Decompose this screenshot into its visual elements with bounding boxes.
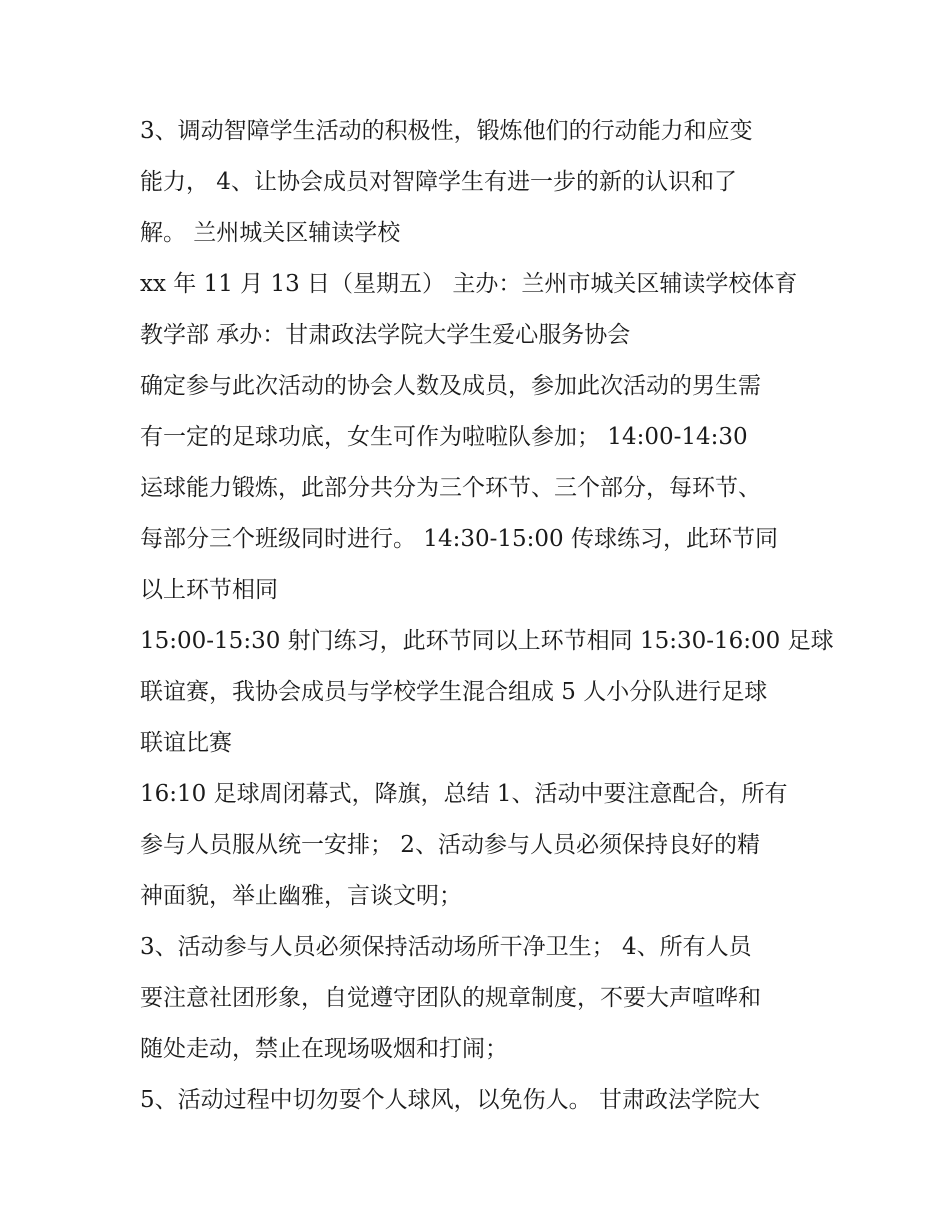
text-line: 联谊赛，我协会成员与学校学生混合组成 5 人小分队进行足球	[140, 679, 768, 705]
text-line: 15:00-15:30 射门练习，此环节同以上环节相同 15:30-16:00 足球	[140, 628, 834, 654]
text-line: 运球能力锻炼，此部分共分为三个环节、三个部分，每环节、	[140, 475, 761, 501]
text-line: 解。 兰州城关区辅读学校	[140, 220, 401, 246]
text-line: 要注意社团形象，自觉遵守团队的规章制度，不要大声喧哗和	[140, 985, 761, 1011]
text-line: 神面貌，举止幽雅，言谈文明；	[140, 883, 462, 909]
text-line: 有一定的足球功底，女生可作为啦啦队参加； 14:00-14:30	[140, 424, 748, 450]
text-line: 以上环节相同	[140, 577, 278, 603]
text-line: 5、活动过程中切勿耍个人球风，以免伤人。 甘肃政法学院大	[140, 1087, 760, 1113]
text-line: xx 年 11 月 13 日（星期五） 主办：兰州市城关区辅读学校体育	[140, 271, 798, 297]
document-body	[140, 106, 834, 1126]
text-line: 参与人员服从统一安排； 2、活动参与人员必须保持良好的精	[140, 832, 760, 858]
text-line: 确定参与此次活动的协会人数及成员，参加此次活动的男生需	[140, 373, 761, 399]
text-line: 联谊比赛	[140, 730, 232, 756]
text-line: 教学部 承办：甘肃政法学院大学生爱心服务协会	[140, 322, 631, 348]
text-line: 3、调动智障学生活动的积极性，锻炼他们的行动能力和应变	[140, 118, 753, 144]
text-line: 3、活动参与人员必须保持活动场所干净卫生； 4、所有人员	[140, 934, 752, 960]
text-line: 能力， 4、让协会成员对智障学生有进一步的新的认识和了	[140, 169, 737, 195]
text-line: 随处走动，禁止在现场吸烟和打闹；	[140, 1036, 508, 1062]
text-line: 16:10 足球周闭幕式，降旗，总结 1、活动中要注意配合，所有	[140, 781, 788, 807]
text-line: 每部分三个班级同时进行。 14:30-15:00 传球练习，此环节同	[140, 526, 778, 552]
